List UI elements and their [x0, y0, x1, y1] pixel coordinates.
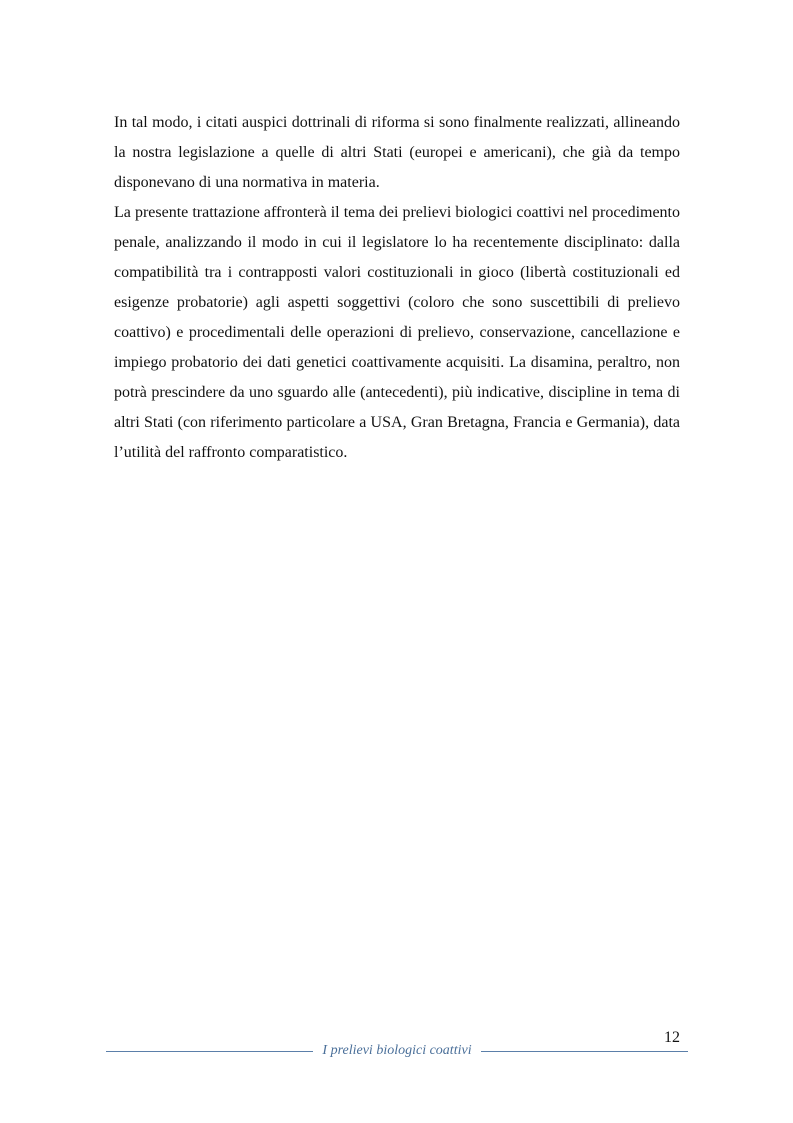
footer-rule-left — [106, 1051, 313, 1052]
footer-running-title: I prelievi biologici coattivi — [322, 1043, 472, 1058]
paragraph-1: In tal modo, i citati auspici dottrinali di riforma si sono finalmente realizzati, allineando la nostra legislazione a quelle di altri Stati (europei e americani), che già da tempo disponevano di una normativa in materia. — [114, 114, 680, 191]
page-body — [114, 108, 680, 468]
paragraph-2: La presente trattazione affronterà il tema dei prelievi biologici coattivi nel procedimento penale, analizzando il modo in cui il legislatore lo ha recentemente disciplinato: dalla compatibilità tra i contrapposti valori costituzionali in gioco (libertà costituzionali ed esigenze probatorie) agli aspetti soggettivi (coloro che sono suscettibili di prelievo coattivo) e procedimentali delle operazioni di prelievo, conservazione, cancellazione e impiego probatorio dei dati genetici coattivamente acquisiti. La disamina, peraltro, non potrà prescindere da uno sguardo alle (antecedenti), più indicative, discipline in tema di altri Stati (con riferimento particolare a USA, Gran Bretagna, Francia e Germania), data l’utilità del raffronto comparatistico. — [114, 204, 680, 461]
footer-rule-right — [481, 1051, 688, 1052]
page-number: 12 — [664, 1029, 680, 1046]
page-footer — [106, 1040, 688, 1062]
